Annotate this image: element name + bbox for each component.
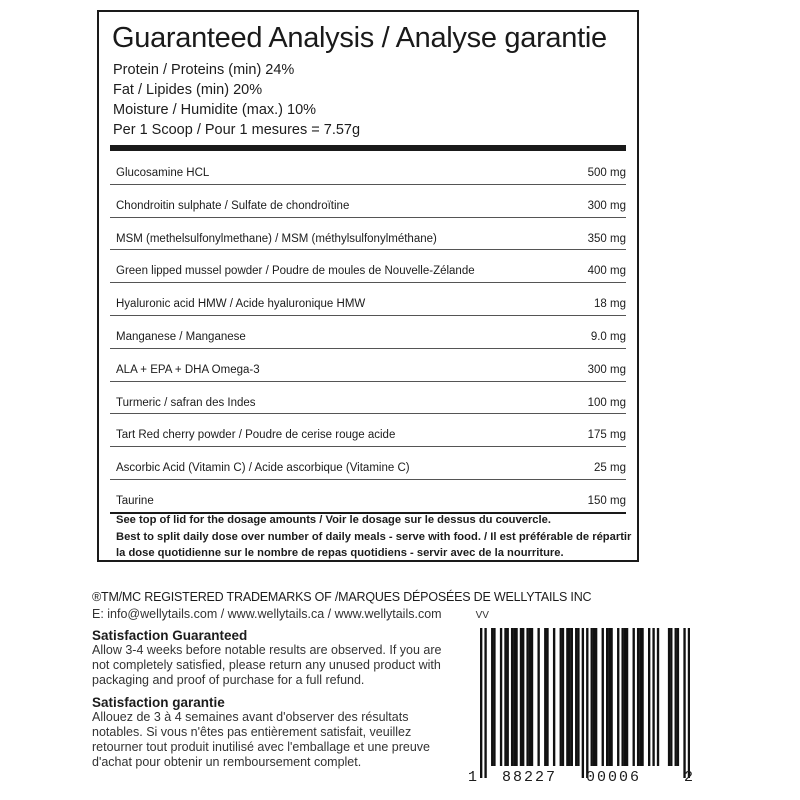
barcode-bar <box>553 628 555 766</box>
barcode-bar <box>602 628 604 766</box>
ingredient-name: Ascorbic Acid (Vitamin C) / Acide ascorbique (Vitamine C) <box>116 462 410 475</box>
summary-protein: Protein / Proteins (min) 24% <box>113 62 295 78</box>
barcode-number-system: 1 <box>468 769 478 786</box>
barcode-bar <box>537 628 539 766</box>
dosage-note: See top of lid for the dosage amounts / Voir le dosage sur le dessus du couvercle. <box>116 514 551 526</box>
ingredient-row <box>110 447 626 480</box>
ingredient-row <box>110 218 626 251</box>
dosage-note: la dose quotidienne sur le nombre de repas quotidiens - servir avec de la nourriture. <box>116 547 564 559</box>
satisfaction-line: retourner tout produit inutilisé avec l'emballage et une preuve <box>92 740 431 754</box>
summary-moisture: Moisture / Humidite (max.) 10% <box>113 102 317 118</box>
ingredient-name: ALA + EPA + DHA Omega-3 <box>116 363 260 376</box>
ingredient-row <box>110 250 626 283</box>
dosage-notes <box>116 512 632 562</box>
satisfaction-line: d'achat pour obtenir un remboursement complet. <box>92 755 362 769</box>
ingredient-name: Turmeric / safran des Indes <box>116 396 256 409</box>
ingredient-row <box>110 316 626 349</box>
barcode-bar <box>641 628 643 766</box>
divider <box>110 145 626 151</box>
barcode-bar <box>586 628 588 778</box>
satisfaction-heading-en: Satisfaction Guaranteed <box>92 628 248 643</box>
barcode-bar <box>582 628 584 778</box>
barcode-bar <box>591 628 593 766</box>
barcode-bar <box>608 628 610 766</box>
barcode-check-digit: 2 <box>684 769 694 786</box>
barcode-bar <box>507 628 509 766</box>
ingredient-amount: 150 mg <box>587 494 626 507</box>
ingredient-row <box>110 349 626 382</box>
barcode-bar <box>639 628 641 766</box>
ingredient-name: Glucosamine HCL <box>116 167 210 179</box>
barcode-bar <box>648 628 650 766</box>
ingredient-name: Chondroitin sulphate / Sulfate de chondroïtine <box>116 199 350 212</box>
panel-title: Guaranteed Analysis / Analyse garantie <box>112 22 607 54</box>
ingredient-row <box>110 152 626 185</box>
ingredient-amount: 100 mg <box>587 396 626 409</box>
barcode-bar <box>624 628 626 766</box>
barcode-bar <box>480 628 482 778</box>
satisfaction-line: notables. Si vous n'êtes pas entièrement satisfait, veuillez <box>92 725 412 739</box>
satisfaction-line: packaging and proof of purchase for a full refund. <box>92 673 365 687</box>
barcode-right-digits: 00006 <box>586 769 642 786</box>
barcode-bar <box>677 628 679 766</box>
ingredient-amount: 300 mg <box>587 363 626 376</box>
barcode-bar <box>633 628 635 766</box>
contact-mark: VV <box>475 610 489 621</box>
ingredient-amount: 400 mg <box>587 265 626 278</box>
barcode-bar <box>593 628 595 766</box>
satisfaction-line: Allow 3-4 weeks before notable results are observed. If you are <box>92 643 442 657</box>
barcode-bar <box>526 628 528 766</box>
barcode-bar <box>511 628 513 766</box>
barcode-bar <box>484 628 486 778</box>
ingredient-amount: 9.0 mg <box>590 330 626 343</box>
barcode-bar <box>544 628 546 766</box>
barcode-bars <box>480 628 690 778</box>
ingredient-row <box>110 382 626 415</box>
ingredient-amount: 500 mg <box>587 167 626 179</box>
barcode-bar <box>610 628 612 766</box>
barcode-bar <box>670 628 672 766</box>
barcode-bar <box>575 628 577 766</box>
satisfaction-line: not completely satisfied, please return any unused product with <box>92 658 441 672</box>
barcode-bar <box>577 628 579 766</box>
barcode-bar <box>637 628 639 766</box>
summary-fat: Fat / Lipides (min) 20% <box>113 82 263 98</box>
guaranteed-analysis-panel <box>97 10 639 562</box>
ingredient-row <box>110 480 626 514</box>
barcode-bar <box>520 628 522 766</box>
ingredient-name: Tart Red cherry powder / Poudre de cerise rouge acide <box>116 429 396 442</box>
barcode-bar <box>688 628 690 778</box>
barcode-bar <box>493 628 495 766</box>
barcode-bar <box>513 628 515 766</box>
barcode-bar <box>562 628 564 766</box>
barcode-bar <box>491 628 493 766</box>
barcode-bar <box>626 628 628 766</box>
ingredient-name: Green lipped mussel powder / Poudre de moules de Nouvelle-Zélande <box>116 265 475 278</box>
barcode-bar <box>606 628 608 766</box>
analysis-summary <box>113 60 360 140</box>
barcode-bar <box>560 628 562 766</box>
ingredient-amount: 175 mg <box>587 429 626 442</box>
barcode-bar <box>529 628 531 766</box>
satisfaction-line: Allouez de 3 à 4 semaines avant d'observer des résultats <box>92 710 409 724</box>
upc-barcode <box>468 628 696 791</box>
barcode-bar <box>522 628 524 766</box>
barcode-bar <box>568 628 570 766</box>
barcode-bar <box>657 628 659 766</box>
ingredient-amount: 25 mg <box>594 462 626 475</box>
barcode-bar <box>515 628 517 766</box>
barcode-bar <box>617 628 619 766</box>
ingredient-name: Manganese / Manganese <box>116 330 246 343</box>
ingredient-name: Taurine <box>116 494 154 507</box>
ingredient-row <box>110 185 626 218</box>
barcode-bar <box>566 628 568 766</box>
barcode-bar <box>571 628 573 766</box>
satisfaction-heading-fr: Satisfaction garantie <box>92 695 225 710</box>
barcode-bar <box>595 628 597 766</box>
barcode-bar <box>546 628 548 766</box>
ingredient-name: MSM (methelsulfonylmethane) / MSM (méthylsulfonylméthane) <box>116 232 437 245</box>
ingredient-table <box>110 152 626 514</box>
contact-line <box>92 607 591 621</box>
ingredient-amount: 350 mg <box>587 232 626 245</box>
barcode-bar <box>621 628 623 766</box>
dosage-note: Best to split daily dose over number of daily meals - serve with food. / Il est préférable de répartir <box>116 530 632 543</box>
barcode-left-digits: 88227 <box>502 769 558 786</box>
barcode-bar <box>500 628 502 766</box>
barcode-bar <box>675 628 677 766</box>
summary-scoop: Per 1 Scoop / Pour 1 mesures = 7.57g <box>113 122 361 138</box>
ingredient-name: Hyaluronic acid HMW / Acide hyaluronique HMW <box>116 298 366 311</box>
trademark-notice: ®TM/MC REGISTERED TRADEMARKS OF /MARQUES DÉPOSÉES DE WELLYTAILS INC <box>92 590 592 604</box>
ingredient-amount: 300 mg <box>587 199 626 212</box>
ingredient-row <box>110 414 626 447</box>
barcode-bar <box>504 628 506 766</box>
barcode-bar <box>652 628 654 766</box>
barcode-bar <box>668 628 670 766</box>
ingredient-amount: 18 mg <box>594 298 626 311</box>
barcode-bar <box>531 628 533 766</box>
barcode-bar <box>683 628 685 778</box>
contact-info: E: info@wellytails.com / www.wellytails.ca / www.wellytails.com <box>92 607 442 621</box>
ingredient-row <box>110 283 626 316</box>
